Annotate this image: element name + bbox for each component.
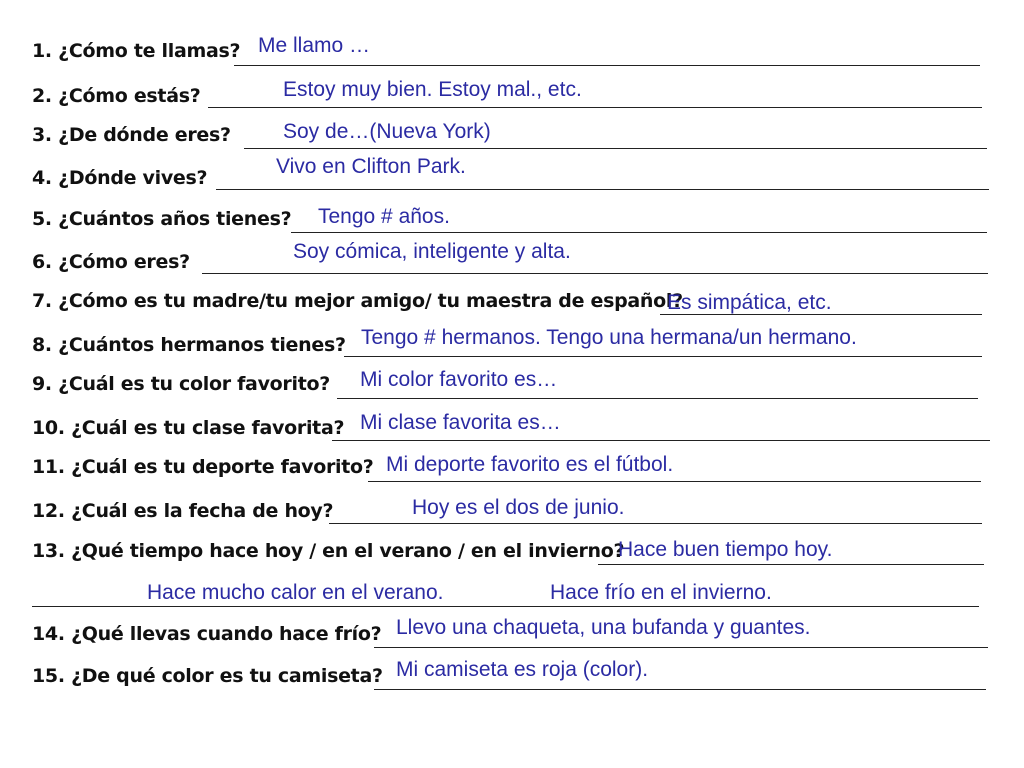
question-12-label: 12. ¿Cuál es la fecha de hoy?: [32, 500, 334, 522]
question-15-label: 14. ¿Qué llevas cuando hace frío?: [32, 623, 382, 645]
answer-8: Tengo # hermanos. Tengo una hermana/un hermano.: [361, 326, 857, 349]
question-7-label: 7. ¿Cómo es tu madre/tu mejor amigo/ tu maestra de español?: [32, 290, 683, 312]
answer-7: Es simpática, etc.: [667, 291, 832, 314]
question-8-label: 8. ¿Cuántos hermanos tienes?: [32, 334, 346, 356]
answer-6: Soy cómica, inteligente y alta.: [293, 240, 571, 263]
answer-line-14[interactable]: [32, 606, 979, 607]
question-5-label: 5. ¿Cuántos años tienes?: [32, 208, 292, 230]
question-11-label: 11. ¿Cuál es tu deporte favorito?: [32, 456, 374, 478]
answer-line-10[interactable]: [332, 440, 990, 441]
answer-12: Hoy es el dos de junio.: [412, 496, 625, 519]
answer-line-13[interactable]: [598, 564, 984, 565]
answer-line-3[interactable]: [244, 148, 987, 149]
answer-line-4[interactable]: [216, 189, 989, 190]
answer-10: Mi clase favorita es…: [360, 411, 561, 434]
answer-9: Mi color favorito es…: [360, 368, 558, 391]
question-16-label: 15. ¿De qué color es tu camiseta?: [32, 665, 383, 687]
answer-11: Mi deporte favorito es el fútbol.: [386, 453, 674, 476]
answer-2: Estoy muy bien. Estoy mal., etc.: [283, 78, 582, 101]
answer-line-15[interactable]: [374, 647, 988, 648]
question-3-label: 3. ¿De dónde eres?: [32, 124, 231, 146]
answer-line-6[interactable]: [202, 273, 988, 274]
answer-5: Tengo # años.: [318, 205, 450, 228]
answer-15: Llevo una chaqueta, una bufanda y guantes.: [396, 616, 811, 639]
answer-line-2[interactable]: [208, 107, 982, 108]
answer-line-11[interactable]: [368, 481, 981, 482]
answer-1: Me llamo …: [258, 34, 371, 57]
answer-16: Mi camiseta es roja (color).: [396, 658, 649, 681]
question-1-label: 1. ¿Cómo te llamas?: [32, 40, 241, 62]
question-13-label: 13. ¿Qué tiempo hace hoy / en el verano / en el invierno?: [32, 540, 625, 562]
question-9-label: 9. ¿Cuál es tu color favorito?: [32, 373, 330, 395]
answer-14-b: Hace frío en el invierno.: [550, 581, 772, 604]
question-4-label: 4. ¿Dónde vives?: [32, 167, 208, 189]
question-6-label: 6. ¿Cómo eres?: [32, 251, 190, 273]
answer-line-5[interactable]: [291, 232, 987, 233]
answer-3: Soy de…(Nueva York): [283, 120, 491, 143]
answer-4: Vivo en Clifton Park.: [276, 155, 466, 178]
answer-line-9[interactable]: [337, 398, 978, 399]
answer-line-8[interactable]: [344, 356, 982, 357]
answer-line-1[interactable]: [234, 65, 980, 66]
answer-line-12[interactable]: [329, 523, 982, 524]
answer-13: Hace buen tiempo hoy.: [618, 538, 833, 561]
answer-line-16[interactable]: [374, 689, 986, 690]
answer-14: Hace mucho calor en el verano.: [147, 581, 444, 604]
question-10-label: 10. ¿Cuál es tu clase favorita?: [32, 417, 345, 439]
question-2-label: 2. ¿Cómo estás?: [32, 85, 201, 107]
